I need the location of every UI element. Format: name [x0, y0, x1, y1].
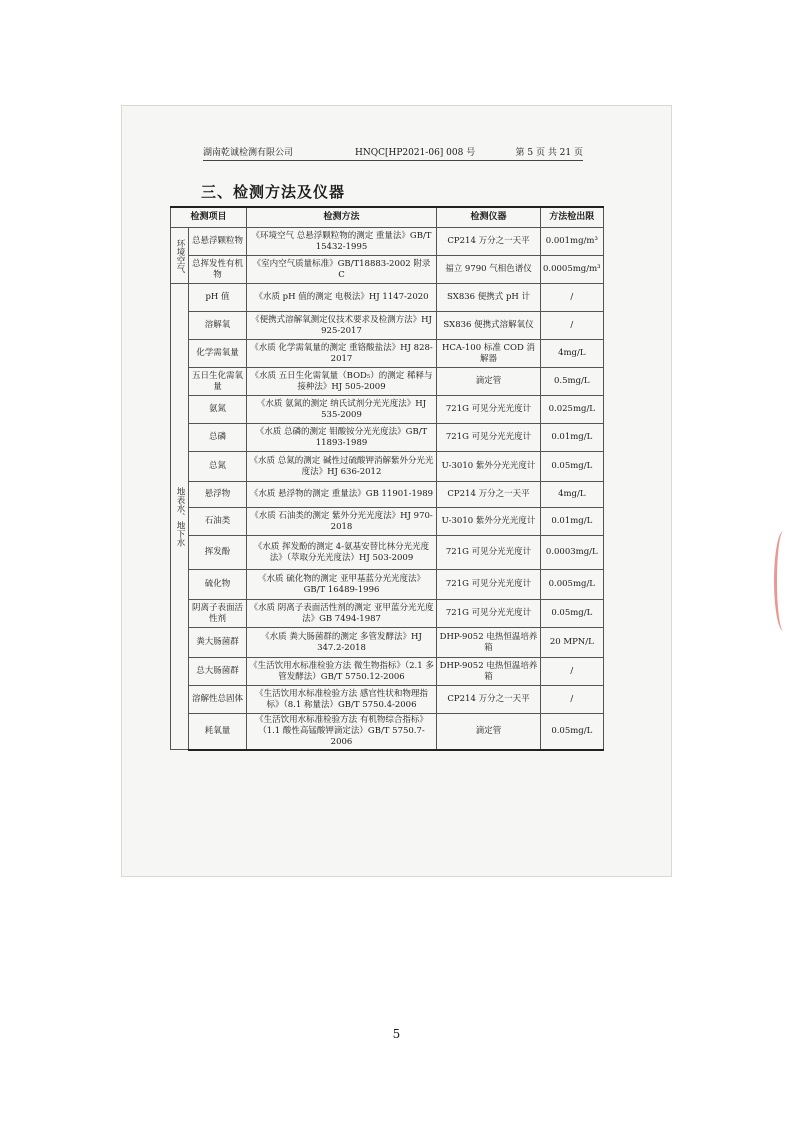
table-row	[171, 658, 604, 686]
cell-item: 溶解性总固体	[189, 686, 247, 714]
cell-item: 阴离子表面活性剂	[189, 600, 247, 628]
method-instrument-table	[170, 206, 604, 751]
table-row	[171, 536, 604, 570]
cell-instrument: 721G 可见分光光度计	[437, 570, 541, 600]
table-row	[171, 312, 604, 340]
cell-limit: /	[541, 312, 604, 340]
cell-method: 《水质 化学需氧量的测定 重铬酸盐法》HJ 828-2017	[247, 340, 437, 368]
cell-limit: 4mg/L	[541, 482, 604, 508]
cell-limit: /	[541, 284, 604, 312]
cell-instrument: 721G 可见分光光度计	[437, 424, 541, 452]
table-row	[171, 396, 604, 424]
header-instrument: 检测仪器	[437, 207, 541, 228]
cell-method: 《水质 硫化物的测定 亚甲基蓝分光光度法》GB/T 16489-1996	[247, 570, 437, 600]
cell-instrument: U-3010 紫外分光光度计	[437, 452, 541, 482]
cell-item: 耗氧量	[189, 714, 247, 750]
table-row	[171, 284, 604, 312]
table-row	[171, 256, 604, 284]
cell-method: 《便携式溶解氧测定仪技术要求及检测方法》HJ 925-2017	[247, 312, 437, 340]
cell-instrument: HCA-100 标准 COD 消解器	[437, 340, 541, 368]
table-row	[171, 714, 604, 750]
cell-instrument: 721G 可见分光光度计	[437, 396, 541, 424]
cell-item: 五日生化需氧量	[189, 368, 247, 396]
cell-limit: 0.05mg/L	[541, 452, 604, 482]
cell-instrument: 滴定管	[437, 368, 541, 396]
cell-instrument: DHP-9052 电热恒温培养箱	[437, 658, 541, 686]
cell-item: 溶解氧	[189, 312, 247, 340]
header-company: 湖南乾诚检测有限公司	[203, 148, 294, 158]
cell-item: 悬浮物	[189, 482, 247, 508]
cell-instrument: SX836 便携式溶解氧仪	[437, 312, 541, 340]
cell-item: 总挥发性有机物	[189, 256, 247, 284]
cell-limit: 0.01mg/L	[541, 508, 604, 536]
cell-method: 《水质 总氮的测定 碱性过硫酸钾消解紫外分光光度法》HJ 636-2012	[247, 452, 437, 482]
cell-instrument: 721G 可见分光光度计	[437, 600, 541, 628]
cell-item: 总氮	[189, 452, 247, 482]
cell-limit: /	[541, 686, 604, 714]
cell-item: 氨氮	[189, 396, 247, 424]
cell-limit: 0.01mg/L	[541, 424, 604, 452]
category-water: 地表水、地下水	[171, 284, 189, 750]
table-row	[171, 628, 604, 658]
red-seal-edge	[774, 531, 793, 631]
cell-method: 《水质 石油类的测定 紫外分光光度法》HJ 970-2018	[247, 508, 437, 536]
scanned-document-page	[121, 105, 672, 877]
cell-instrument: 福立 9790 气相色谱仪	[437, 256, 541, 284]
cell-method: 《水质 氨氮的测定 纳氏试剂分光光度法》HJ 535-2009	[247, 396, 437, 424]
cell-item: 硫化物	[189, 570, 247, 600]
cell-limit: /	[541, 658, 604, 686]
table-row	[171, 368, 604, 396]
cell-item: 粪大肠菌群	[189, 628, 247, 658]
cell-instrument: CP214 万分之一天平	[437, 686, 541, 714]
cell-limit: 0.05mg/L	[541, 600, 604, 628]
cell-limit: 0.005mg/L	[541, 570, 604, 600]
cell-method: 《水质 阴离子表面活性剂的测定 亚甲蓝分光光度法》GB 7494-1987	[247, 600, 437, 628]
table-row	[171, 600, 604, 628]
cell-instrument: CP214 万分之一天平	[437, 482, 541, 508]
section-title: 三、检测方法及仪器	[201, 183, 346, 201]
cell-method: 《水质 挥发酚的测定 4-氨基安替比林分光光度法》（萃取分光光度法）HJ 503-2009	[247, 536, 437, 570]
header-method: 检测方法	[247, 207, 437, 228]
cell-item: 总大肠菌群	[189, 658, 247, 686]
table-row	[171, 482, 604, 508]
cell-item: 化学需氧量	[189, 340, 247, 368]
cell-instrument: U-3010 紫外分光光度计	[437, 508, 541, 536]
cell-method: 《生活饮用水标准检验方法 微生物指标》（2.1 多管发酵法）GB/T 5750.12-2006	[247, 658, 437, 686]
table-row	[171, 228, 604, 256]
page-number: 5	[392, 1027, 401, 1041]
header-report-number: HNQC[HP2021-06] 008 号	[355, 148, 476, 158]
table-row	[171, 340, 604, 368]
cell-limit: 0.0003mg/L	[541, 536, 604, 570]
cell-item: 挥发酚	[189, 536, 247, 570]
cell-method: 《水质 pH 值的测定 电极法》HJ 1147-2020	[247, 284, 437, 312]
cell-item: 石油类	[189, 508, 247, 536]
cell-limit: 0.5mg/L	[541, 368, 604, 396]
cell-method: 《生活饮用水标准检验方法 有机物综合指标》（1.1 酸性高锰酸钾滴定法）GB/T 5750.7-2006	[247, 714, 437, 750]
cell-limit: 0.05mg/L	[541, 714, 604, 750]
cell-item: 总悬浮颗粒物	[189, 228, 247, 256]
cell-method: 《生活饮用水标准检验方法 感官性状和物理指标》（8.1 称量法）GB/T 5750.4-2006	[247, 686, 437, 714]
cell-method: 《水质 五日生化需氧量（BOD₅）的测定 稀释与接种法》HJ 505-2009	[247, 368, 437, 396]
cell-instrument: SX836 便携式 pH 计	[437, 284, 541, 312]
table-row	[171, 570, 604, 600]
cell-method: 《水质 总磷的测定 钼酸铵分光光度法》GB/T 11893-1989	[247, 424, 437, 452]
header-item: 检测项目	[171, 207, 247, 228]
table-row	[171, 452, 604, 482]
table-body	[171, 228, 604, 750]
cell-method: 《环境空气 总悬浮颗粒物的测定 重量法》GB/T 15432-1995	[247, 228, 437, 256]
cell-instrument: DHP-9052 电热恒温培养箱	[437, 628, 541, 658]
header-page-info: 第 5 页 共 21 页	[515, 148, 583, 158]
cell-limit: 0.0005mg/m³	[541, 256, 604, 284]
cell-item: pH 值	[189, 284, 247, 312]
cell-method: 《室内空气质量标准》GB/T18883-2002 附录 C	[247, 256, 437, 284]
cell-instrument: CP214 万分之一天平	[437, 228, 541, 256]
cell-limit: 0.001mg/m³	[541, 228, 604, 256]
category-ambient-air: 环境空气	[171, 228, 189, 284]
cell-limit: 4mg/L	[541, 340, 604, 368]
cell-item: 总磷	[189, 424, 247, 452]
cell-method: 《水质 悬浮物的测定 重量法》GB 11901-1989	[247, 482, 437, 508]
table-header-row	[171, 207, 604, 228]
page-header	[203, 144, 583, 161]
cell-limit: 0.025mg/L	[541, 396, 604, 424]
cell-limit: 20 MPN/L	[541, 628, 604, 658]
table-row	[171, 686, 604, 714]
table-row	[171, 508, 604, 536]
table-row	[171, 424, 604, 452]
cell-method: 《水质 粪大肠菌群的测定 多管发酵法》HJ 347.2-2018	[247, 628, 437, 658]
header-limit: 方法检出限	[541, 207, 604, 228]
cell-instrument: 721G 可见分光光度计	[437, 536, 541, 570]
cell-instrument: 滴定管	[437, 714, 541, 750]
